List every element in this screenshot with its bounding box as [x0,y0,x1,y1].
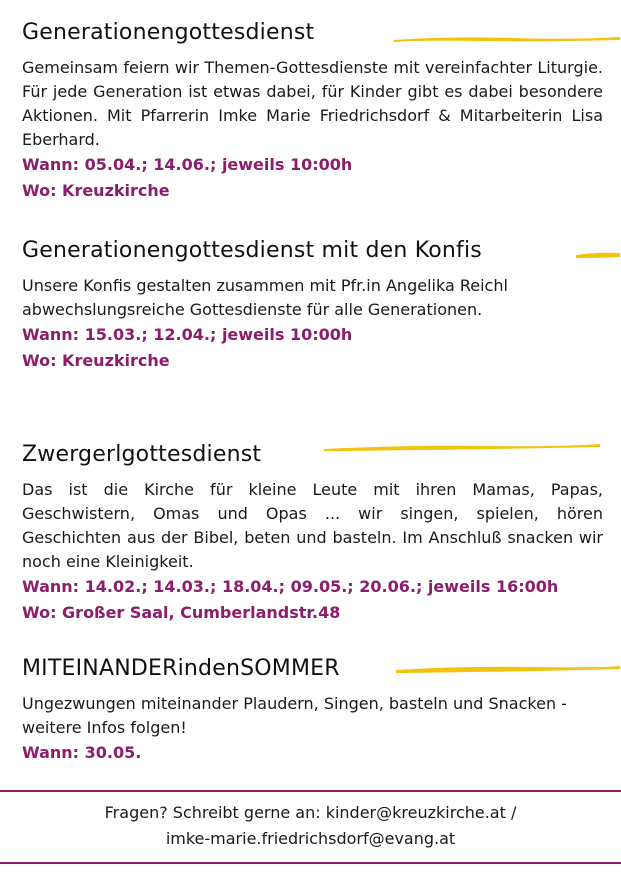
contact-line-2: imke-marie.friedrichsdorf@evang.at [165,829,456,848]
section-description: Gemeinsam feiern wir Themen-Gottesdienste mit vereinfachter Liturgie. Für jede Generation ist etwas dabei, für Kinder gibt es dabei besondere Aktionen. Mit Pfarrerin Imke Marie Friedrichsdorf & Mitarbeiterin Lisa Eberhard. [22,58,603,149]
contact-footer [0,800,621,852]
yellow-brush-stroke [394,664,621,674]
section-zwergerlgottesdienst [22,440,603,626]
section-heading-row [22,440,603,474]
section-generationengottesdienst-konfis [22,236,603,374]
yellow-brush-stroke [575,250,621,260]
section-heading-row [22,18,603,52]
section-title: Generationengottesdienst [22,20,315,45]
section-description: Unsere Konfis gestalten zusammen mit Pfr.in Angelika Reichl abwechslungsreiche Gottesdienste für alle Generationen. [22,276,508,319]
section-where: Wo: Großer Saal, Cumberlandstr.48 [22,603,341,622]
section-when: Wann: 05.04.; 14.06.; jeweils 10:00h [22,155,353,174]
yellow-brush-stroke [392,34,621,44]
section-where: Wo: Kreuzkirche [22,351,170,370]
section-heading-row [22,236,603,270]
contact-line-1: Fragen? Schreibt gerne an: kinder@kreuzkirche.at / [104,803,517,822]
section-where: Wo: Kreuzkirche [22,181,170,200]
section-when: Wann: 15.03.; 12.04.; jeweils 10:00h [22,325,353,344]
section-when: Wann: 30.05. [22,743,142,762]
section-description: Ungezwungen miteinander Plaudern, Singen, basteln und Snacken - weitere Infos folgen! [22,694,567,737]
section-generationengottesdienst [22,18,603,204]
yellow-brush-stroke [322,442,602,452]
section-title: MITEINANDERindenSOMMER [22,656,340,681]
section-when: Wann: 14.02.; 14.03.; 18.04.; 09.05.; 20.06.; jeweils 16:00h [22,577,559,596]
section-miteinander-sommer [22,654,603,766]
section-description: Das ist die Kirche für kleine Leute mit ihren Mamas, Papas, Geschwistern, Omas und Opas ... wir singen, spielen, hören Geschichten aus der Bibel, beten und basteln. Im Anschluß snacken wir noch eine Kleinigkeit. [22,480,603,571]
footer-divider-bottom [0,862,621,864]
section-title: Zwergerlgottesdienst [22,442,262,467]
footer-divider-top [0,790,621,792]
section-title: Generationengottesdienst mit den Konfis [22,238,482,263]
section-heading-row [22,654,603,688]
